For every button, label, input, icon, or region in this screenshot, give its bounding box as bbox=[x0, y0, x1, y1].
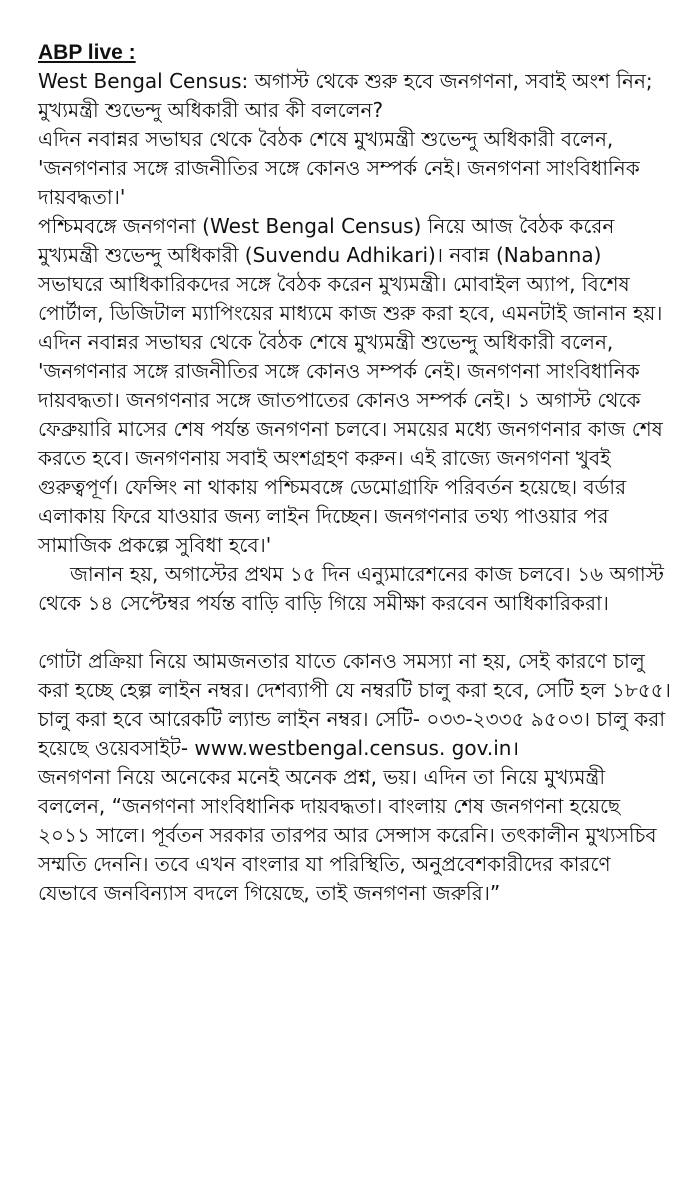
paragraph-gap bbox=[38, 618, 671, 647]
paragraph-6: জনগণনা নিয়ে অনেকের মনেই অনেক প্রশ্ন, ভয়। এদিন তা নিয়ে মুখ্যমন্ত্রী বললেন, “জনগণনা সাংবিধানিক দায়বদ্ধতা। বাংলায় শেষ জনগণনা হয়েছে ২০১১ সালে। পূর্বতন সরকার তারপর আর সেন্সাস করেনি। তৎকালীন মুখ্যসচিব সম্মতি দেননি। তবে এখন বাংলার যা পরিস্থিতি, অনুপ্রবেশকারীদের কারণে যেভাবে জনবিন্যাস বদলে গিয়েছে, তাই জনগণনা জরুরি।” bbox=[38, 765, 657, 905]
paragraph-4: জানান হয়, অগাস্টের প্রথম ১৫ দিন এন্যুমারেশনের কাজ চলবে। ১৬ অগাস্ট থেকে ১৪ সেপ্টেম্বর পর্যন্ত বাড়ি বাড়ি গিয়ে সমীক্ষা করবেন আধিকারিকরা। bbox=[38, 562, 664, 615]
source-label: ABP live : bbox=[38, 41, 136, 64]
paragraph-3: এদিন নবান্নর সভাঘর থেকে বৈঠক শেষে মুখ্যমন্ত্রী শুভেন্দু অধিকারী বলেন, 'জনগণনার সঙ্গে রাজনীতির সঙ্গে কোনও সম্পর্ক নেই। জনগণনা সাংবিধানিক দায়বদ্ধতা। জনগণনার সঙ্গে জাতপাতের কোনও সম্পর্ক নেই। ১ অগাস্ট থেকে ফেব্রুয়ারি মাসের শেষ পর্যন্ত জনগণনা চলবে। সময়ের মধ্যে জনগণনার কাজ শেষ করতে হবে। জনগণনায় সবাই অংশগ্রহণ করুন। এই রাজ্যে জনগণনা খুবই গুরুত্বপূর্ণ। ফেন্সিং না থাকায় পশ্চিমবঙ্গে ডেমোগ্রাফি পরিবর্তন হয়েছে। বর্ডার এলাকায় ফিরে যাওয়ার জন্য লাইন দিচ্ছেন। জনগণনার তথ্য পাওয়ার পর সামাজিক প্রকল্পে সুবিধা হবে।' bbox=[38, 330, 663, 557]
paragraph-2: পশ্চিমবঙ্গে জনগণনা (West Bengal Census) নিয়ে আজ বৈঠক করেন মুখ্যমন্ত্রী শুভেন্দু অধিকারী (Suvendu Adhikari)। নবান্ন (Nabanna) সভাঘরে আধিকারিকদের সঙ্গে বৈঠক করেন মুখ্যমন্ত্রী। মোবাইল অ্যাপ, বিশেষ পোর্টাল, ডিজিটাল ম্যাপিংয়ের মাধ্যমে কাজ শুরু করা হবে, এমনটাই জানান হয়। bbox=[38, 214, 663, 325]
headline: West Bengal Census: অগাস্ট থেকে শুরু হবে জনগণনা, সবাই অংশ নিন; মুখ্যমন্ত্রী শুভেন্দু অধিকারী আর কী বললেন? bbox=[38, 69, 653, 122]
paragraph-5: গোটা প্রক্রিয়া নিয়ে আমজনতার যাতে কোনও সমস্যা না হয়, সেই কারণে চালু করা হচ্ছে হেল্প লাইন নম্বর। দেশব্যাপী যে নম্বরটি চালু করা হবে, সেটি হল ১৮৫৫। চালু করা হবে আরেকটি ল্যান্ড লাইন নম্বর। সেটি- ০৩৩-২৩৩৫ ৯৫০৩। চালু করা হয়েছে ওয়েবসাইট- www.westbengal.census. gov.in। bbox=[38, 649, 671, 760]
paragraph-1: এদিন নবান্নর সভাঘর থেকে বৈঠক শেষে মুখ্যমন্ত্রী শুভেন্দু অধিকারী বলেন, 'জনগণনার সঙ্গে রাজনীতির সঙ্গে কোনও সম্পর্ক নেই। জনগণনা সাংবিধানিক দায়বদ্ধতা।' bbox=[38, 127, 640, 209]
